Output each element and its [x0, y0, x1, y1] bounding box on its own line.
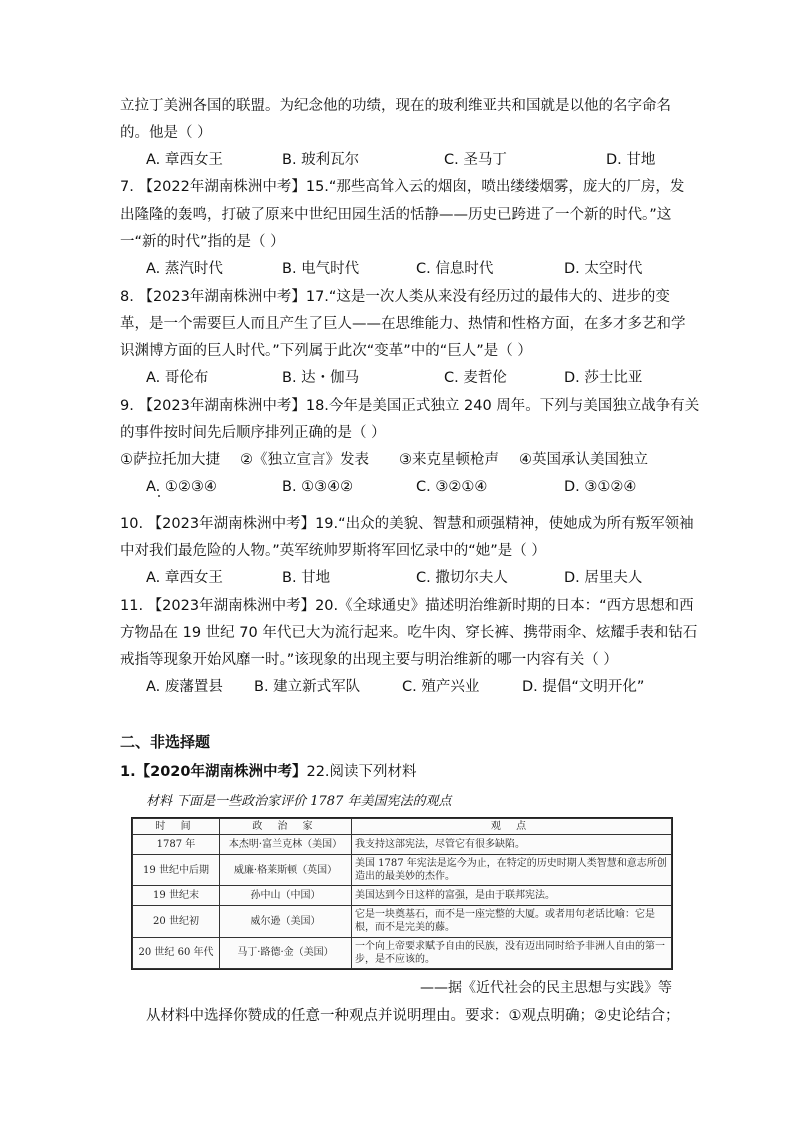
q10-option-d: D. 居里夫人: [564, 570, 643, 586]
material-source: ——据《近代社会的民主思想与实践》等: [420, 980, 672, 996]
q6-stem-line-2: 的。他是（ ）: [120, 125, 212, 141]
section-title: 二、非选择题: [120, 733, 211, 751]
q10-option-b: B. 甘地: [282, 570, 331, 586]
q11-option-d: D. 提倡“文明开化”: [522, 679, 645, 695]
q10-stem-line-2: 中对我们最危险的人物。”英军统帅罗斯将军回忆录中的“她”是（ ）: [120, 543, 546, 559]
q6-stem-line-1: 立拉丁美洲各国的联盟。为纪念他的功绩，现在的玻利维亚共和国就是以他的名字命名: [120, 98, 671, 114]
table-row: [133, 854, 672, 885]
q7-option-b: B. 电气时代: [282, 261, 360, 277]
q8-option-a: A. 哥伦布: [146, 370, 209, 386]
q11-stem-line-2: 方物品在 19 世纪 70 年代已大为流行起来。吃牛肉、穿长裤、携带雨伞、炫耀手表和钻石: [120, 625, 698, 641]
q9-event-2: ②《独立宣言》发表: [240, 452, 369, 468]
cell-time: 1787 年: [133, 835, 220, 855]
q9-events: [120, 450, 690, 470]
q11-options: [146, 677, 706, 697]
q7-option-c: C. 信息时代: [416, 261, 494, 277]
q9-options: [146, 477, 706, 497]
section2-q1-line: [120, 762, 417, 782]
q6-option-d: D. 甘地: [606, 152, 656, 168]
q9-option-c: C. ③②①④: [416, 479, 488, 495]
cell-time: 19 世纪中后期: [133, 854, 220, 885]
answer-instruction: 从材料中选择你赞成的任意一种观点并说明理由。要求：①观点明确；②史论结合；: [146, 1008, 680, 1024]
q11-option-b: B. 建立新式军队: [254, 679, 361, 695]
q7-stem-line-2: 出隆隆的轰鸣，打破了原来中世纪田园生活的恬静——历史已跨进了一个新的时代。”这: [120, 207, 672, 223]
q9-event-3: ③来克星顿枪声: [399, 452, 499, 468]
q9-stem-line-2: 的事件按时间先后顺序排列正确的是（ ）: [120, 425, 386, 441]
stray-dot: [158, 495, 160, 497]
q9-stem-line-1: 9. 【2023年湖南株洲中考】18.今年是美国正式独立 240 周年。下列与美国独立战争有关: [120, 398, 700, 414]
q8-options: [146, 368, 706, 388]
q6-option-b: B. 玻利瓦尔: [282, 152, 360, 168]
q7-stem-line-1: 7. 【2022年湖南株洲中考】15.“那些高耸入云的烟囱，喷出缕缕烟雾，庞大的厂房，发: [120, 179, 685, 195]
q1-text: 22.阅读下列材料: [306, 764, 417, 780]
q8-option-c: C. 麦哲伦: [444, 370, 507, 386]
q8-option-d: D. 莎士比亚: [564, 370, 643, 386]
material-caption: 材料 下面是一些政治家评价 1787 年美国宪法的观点: [146, 794, 452, 809]
cell-time: 20 世纪 60 年代: [133, 937, 220, 968]
q9-option-b: B. ①③④②: [282, 479, 354, 495]
cell-time: 20 世纪初: [133, 906, 220, 937]
cell-politician: 孙中山（中国）: [220, 886, 352, 906]
q7-stem-line-3: 一“新的时代”指的是（ ）: [120, 234, 285, 250]
q10-options: [146, 568, 706, 588]
q9-option-d: D. ③①②④: [564, 479, 637, 495]
q6-options: [146, 150, 706, 170]
q9-event-1: ①萨拉托加大捷: [120, 452, 220, 468]
table-row: [133, 906, 672, 937]
q11-stem-line-1: 11. 【2023年湖南株洲中考】20.《全球通史》描述明治维新时期的日本：“西方思想和西: [120, 598, 694, 614]
q6-option-a: A. 章西女王: [146, 152, 223, 168]
cell-politician: 马丁·路德·金（美国）: [220, 937, 352, 968]
q8-option-b: B. 达・伽马: [282, 370, 360, 386]
cell-opinion: 美国 1787 年宪法是迄今为止，在特定的历史时期人类智慧和意志所创造出的最美妙的杰作。: [352, 854, 672, 885]
header-politician: 政 治 家: [220, 819, 352, 835]
q10-option-c: C. 撒切尔夫人: [416, 570, 508, 586]
table-row: [133, 886, 672, 906]
q7-option-d: D. 太空时代: [564, 261, 643, 277]
cell-opinion: 它是一块奠基石，而不是一座完整的大厦。或者用句老话比喻：它是根，而不是完美的藤。: [352, 906, 672, 937]
table-row: [133, 937, 672, 968]
q8-stem-line-3: 识渊博方面的巨人时代。”下列属于此次“变革”中的“巨人”是（ ）: [120, 343, 532, 359]
header-time: 时 间: [133, 819, 220, 835]
cell-opinion: 我支持这部宪法，尽管它有很多缺陷。: [352, 835, 672, 855]
table-row: [133, 835, 672, 855]
cell-time: 19 世纪末: [133, 886, 220, 906]
q10-stem-line-1: 10. 【2023年湖南株洲中考】19.“出众的美貌、智慧和顽强精神，使她成为所有叛军领袖: [120, 516, 694, 532]
q6-option-c: C. 圣马丁: [444, 152, 507, 168]
header-opinion: 观 点: [352, 819, 672, 835]
q11-option-a: A. 废藩置县: [146, 679, 223, 695]
cell-opinion: 美国达到今日这样的富强，是由于联邦宪法。: [352, 886, 672, 906]
q7-options: [146, 259, 706, 279]
cell-opinion: 一个向上帝要求赋予自由的民族，没有迈出同时给予非洲人自由的第一步，是不应该的。: [352, 937, 672, 968]
q8-stem-line-1: 8. 【2023年湖南株洲中考】17.“这是一次人类从来没有经历过的最伟大的、进步的变: [120, 289, 670, 305]
q1-number: 1.: [120, 764, 136, 780]
q1-tag: 【2020年湖南株洲中考】: [135, 764, 307, 780]
q10-option-a: A. 章西女王: [146, 570, 223, 586]
cell-politician: 威尔逊（美国）: [220, 906, 352, 937]
q8-stem-line-2: 革，是一个需要巨人而且产生了巨人——在思维能力、热情和性格方面，在多才多艺和学: [120, 316, 686, 332]
cell-politician: 威廉·格莱斯顿（英国）: [220, 854, 352, 885]
q7-option-a: A. 蒸汽时代: [146, 261, 223, 277]
q11-option-c: C. 殖产兴业: [402, 679, 480, 695]
table-header-row: [133, 819, 672, 835]
constitution-opinion-table: [131, 817, 673, 970]
cell-politician: 本杰明·富兰克林（美国）: [220, 835, 352, 855]
q9-option-a: A. ①②③④: [146, 479, 217, 495]
q11-stem-line-3: 戒指等现象开始风靡一时。”该现象的出现主要与明治维新的哪一内容有关（ ）: [120, 652, 618, 668]
q9-event-4: ④英国承认美国独立: [519, 452, 648, 468]
